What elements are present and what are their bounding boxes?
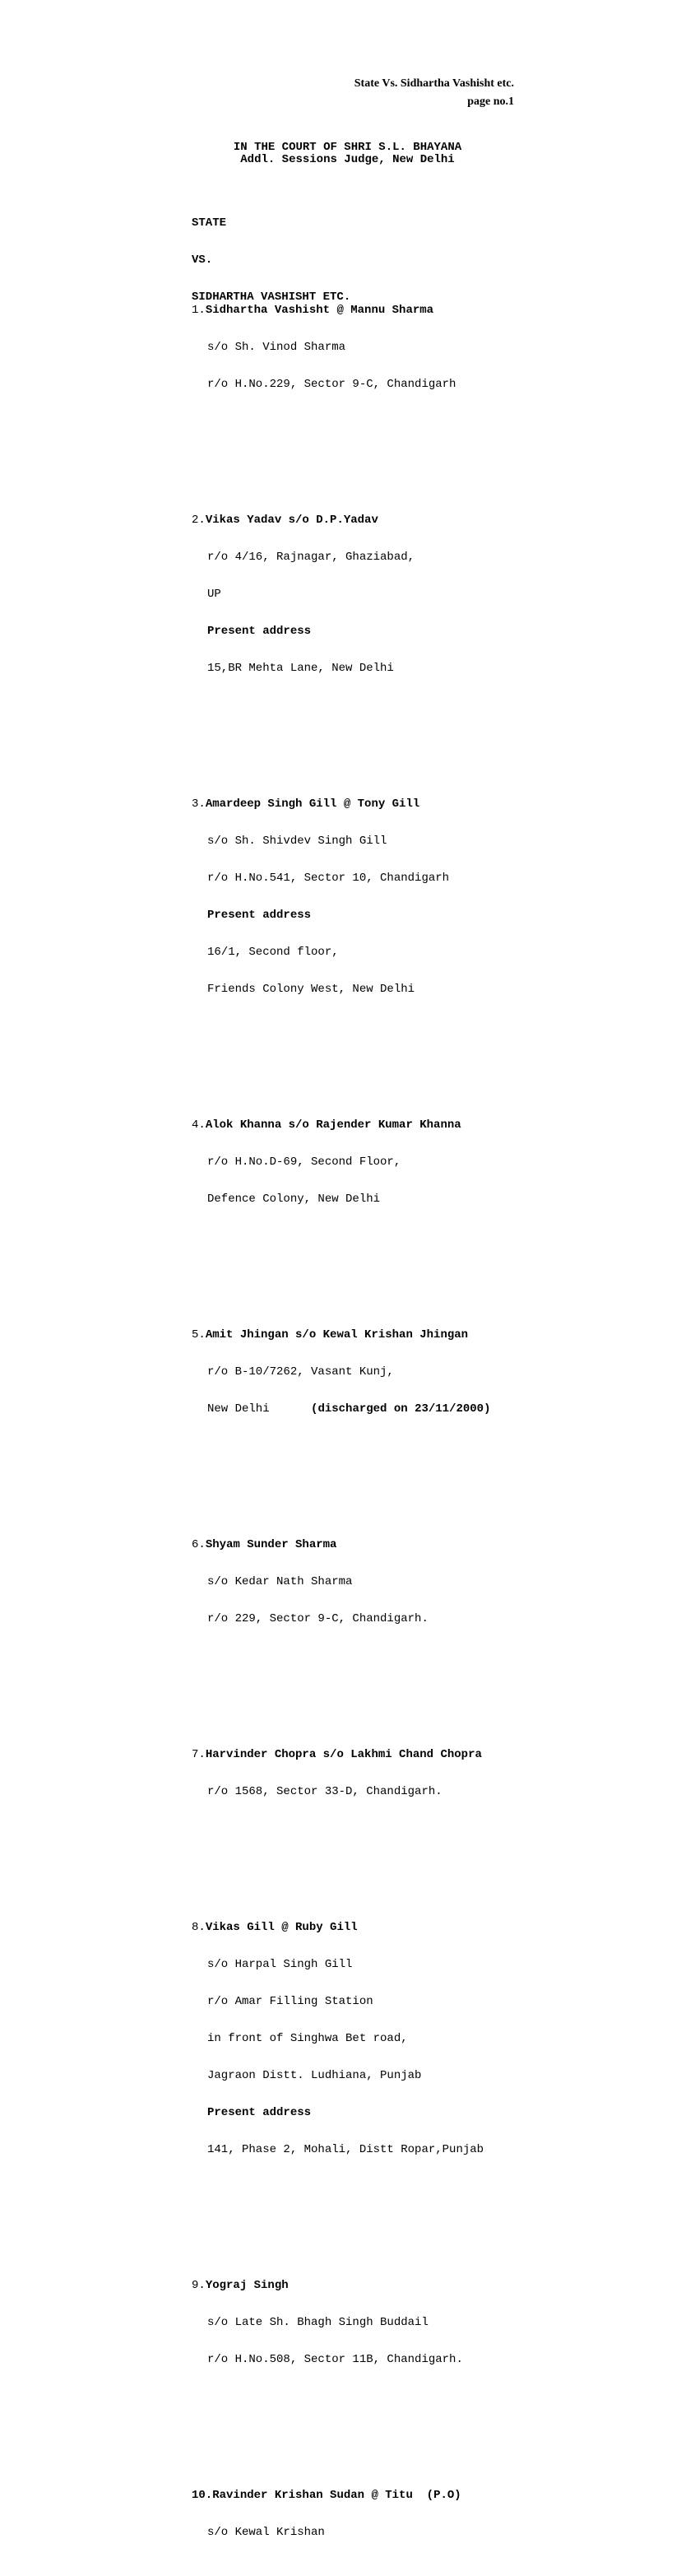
accused-name: Vikas Yadav s/o D.P.Yadav — [205, 514, 378, 527]
accused-item — [192, 1095, 490, 1230]
accused-list — [192, 243, 490, 2576]
address-line: r/o H.No.229, Sector 9-C, Chandigarh — [207, 378, 456, 391]
discharge-note: (discharged on 23/11/2000) — [311, 1402, 491, 1416]
address-line: s/o Late Sh. Bhagh Singh Buddail — [207, 2316, 429, 2329]
address-line: Defence Colony, New Delhi — [207, 1193, 381, 1206]
court-heading-line1: IN THE COURT OF SHRI S.L. BHAYANA — [233, 141, 462, 154]
address-line: s/o Harpal Singh Gill — [207, 1958, 353, 1971]
address-line: r/o Amar Filling Station — [207, 1995, 373, 2008]
accused-item — [192, 1724, 490, 1823]
accused-name: Yograj Singh — [205, 2279, 289, 2292]
accused-number: 3. — [192, 797, 206, 811]
address-city: New Delhi — [207, 1402, 270, 1416]
accused-name: Ravinder Krishan Sudan @ Titu (P.O) — [212, 2489, 461, 2502]
address-line: r/o B-10/7262, Vasant Kunj, — [207, 1365, 394, 1379]
party-vs: VS. — [192, 253, 213, 267]
accused-item — [192, 774, 490, 1021]
present-address-label: Present address — [207, 2106, 312, 2119]
address-line: r/o H.No.D-69, Second Floor, — [207, 1155, 401, 1169]
accused-item — [192, 2255, 490, 2391]
present-address-label: Present address — [207, 625, 312, 638]
address-line: 141, Phase 2, Mohali, Distt Ropar,Punjab — [207, 2143, 484, 2156]
address-line: Friends Colony West, New Delhi — [207, 983, 415, 996]
accused-name: Amit Jhingan s/o Kewal Krishan Jhingan — [205, 1328, 469, 1341]
accused-item — [192, 1514, 490, 1650]
party-state: STATE — [192, 216, 227, 230]
address-line: in front of Singhwa Bet road, — [207, 2032, 408, 2045]
address-line: r/o 229, Sector 9-C, Chandigarh. — [207, 1612, 429, 1625]
accused-item — [192, 2465, 490, 2564]
address-line: r/o H.No.508, Sector 11B, Chandigarh. — [207, 2353, 463, 2366]
page-number: page no.1 — [467, 95, 514, 108]
address-line: s/o Kewal Krishan — [207, 2526, 325, 2539]
address-line: 15,BR Mehta Lane, New Delhi — [207, 662, 394, 675]
case-title-header: State Vs. Sidhartha Vashisht etc. — [354, 77, 514, 90]
accused-number: 1. — [192, 304, 206, 317]
address-line: r/o 1568, Sector 33-D, Chandigarh. — [207, 1785, 442, 1798]
address-line: s/o Kedar Nath Sharma — [207, 1575, 353, 1588]
accused-number: 7. — [192, 1748, 206, 1761]
address-line: UP — [207, 588, 221, 601]
accused-item — [192, 490, 490, 700]
accused-name: Alok Khanna s/o Rajender Kumar Khanna — [205, 1118, 461, 1132]
court-heading-line2: Addl. Sessions Judge, New Delhi — [240, 153, 455, 166]
accused-item — [192, 1897, 490, 2181]
accused-name: Vikas Gill @ Ruby Gill — [205, 1921, 358, 1934]
party-accused: SIDHARTHA VASHISHT ETC. — [192, 291, 351, 304]
accused-number: 9. — [192, 2279, 206, 2292]
address-line: s/o Sh. Vinod Sharma — [207, 341, 346, 354]
accused-number: 5. — [192, 1328, 206, 1341]
address-line: Jagraon Distt. Ludhiana, Punjab — [207, 2069, 422, 2082]
accused-item — [192, 280, 490, 416]
accused-number: 4. — [192, 1118, 206, 1132]
accused-name: Amardeep Singh Gill @ Tony Gill — [205, 797, 420, 811]
accused-name: Shyam Sunder Sharma — [205, 1538, 337, 1551]
accused-number: 2. — [192, 514, 206, 527]
accused-item — [192, 1304, 490, 1440]
accused-number: 8. — [192, 1921, 206, 1934]
address-line: 16/1, Second floor, — [207, 946, 339, 959]
present-address-label: Present address — [207, 909, 312, 922]
address-line: s/o Sh. Shivdev Singh Gill — [207, 835, 387, 848]
accused-number: 6. — [192, 1538, 206, 1551]
address-line: r/o 4/16, Rajnagar, Ghaziabad, — [207, 551, 415, 564]
accused-name: Harvinder Chopra s/o Lakhmi Chand Chopra — [205, 1748, 482, 1761]
accused-number: 10. — [192, 2489, 213, 2502]
accused-name: Sidhartha Vashisht @ Mannu Sharma — [205, 304, 434, 317]
address-line: r/o H.No.541, Sector 10, Chandigarh — [207, 872, 450, 885]
